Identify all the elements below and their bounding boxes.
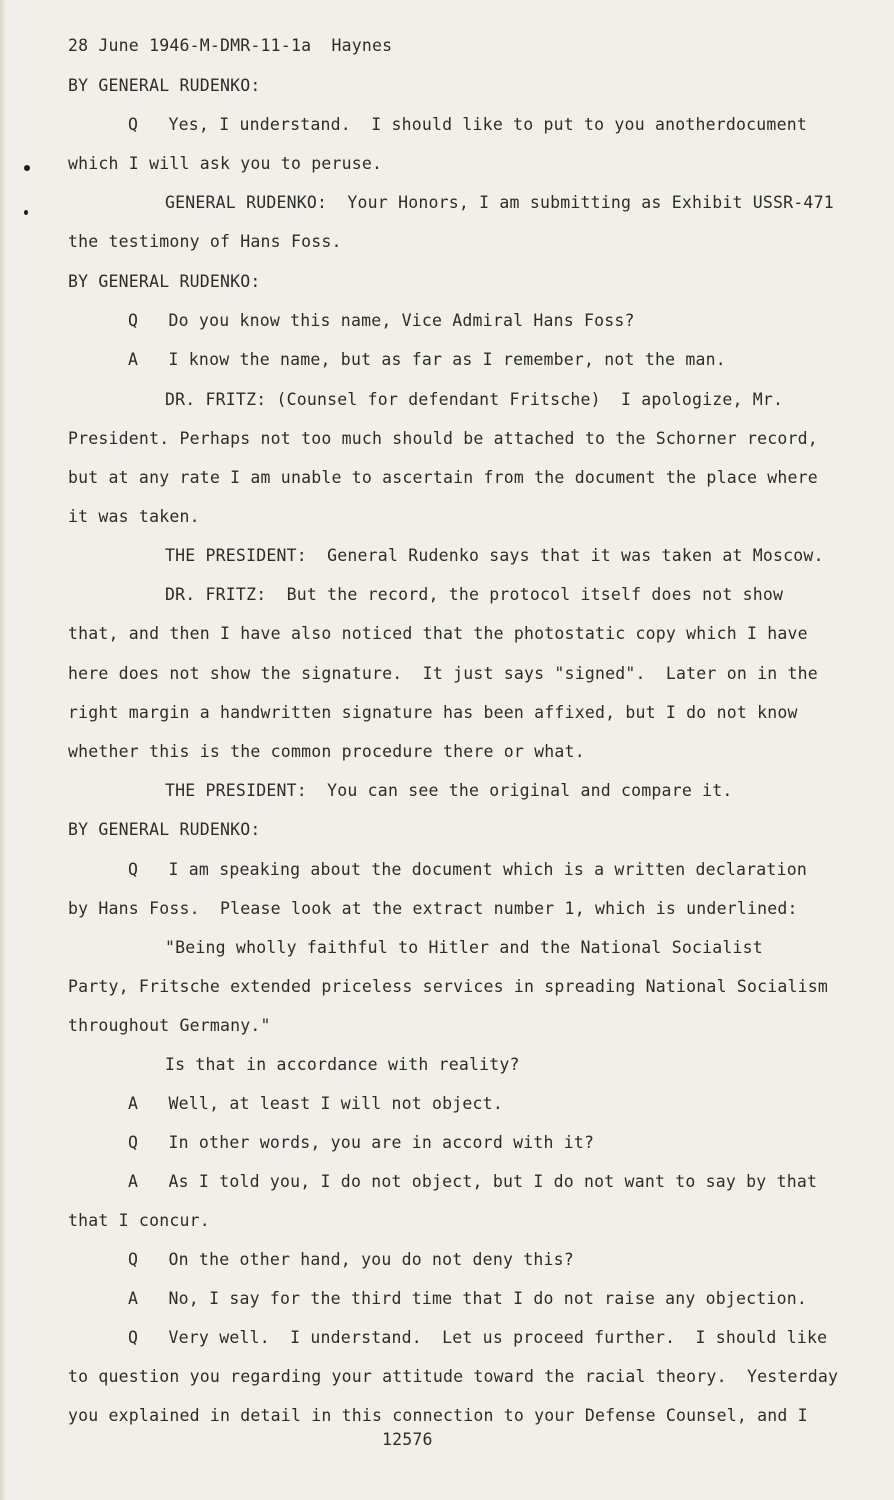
margin-mark: [24, 210, 28, 215]
page-header: 28 June 1946-M-DMR-11-1a Haynes: [68, 36, 393, 55]
transcript-line: Is that in accordance with reality?: [165, 1055, 520, 1074]
speaker-heading: BY GENERAL RUDENKO:: [68, 820, 261, 839]
transcript-line: A As I told you, I do not object, but I do not want to say by that: [128, 1172, 818, 1191]
transcript-line: that I concur.: [68, 1211, 210, 1230]
transcript-line: President. Perhaps not too much should be attached to the Schorner record,: [68, 429, 818, 448]
transcript-line: Q On the other hand, you do not deny this?: [128, 1250, 574, 1269]
quoted-line: "Being wholly faithful to Hitler and the National Socialist: [165, 938, 763, 957]
transcript-line: Q I am speaking about the document which is a written declaration: [128, 860, 807, 879]
transcript-line: here does not show the signature. It just says "signed". Later on in the: [68, 664, 818, 683]
transcript-line: A No, I say for the third time that I do not raise any objection.: [128, 1289, 807, 1308]
margin-mark: [24, 165, 30, 171]
transcript-line: whether this is the common procedure there or what.: [68, 742, 585, 761]
quoted-line: Party, Fritsche extended priceless services in spreading National Socialism: [68, 977, 829, 996]
page-edge-shadow: [0, 0, 6, 1500]
transcript-line: THE PRESIDENT: You can see the original and compare it.: [165, 781, 733, 800]
transcript-line: A Well, at least I will not object.: [128, 1094, 503, 1113]
transcript-line: A I know the name, but as far as I remember, not the man.: [128, 350, 726, 369]
transcript-line: by Hans Foss. Please look at the extract number 1, which is underlined:: [68, 899, 798, 918]
transcript-line: Q In other words, you are in accord with it?: [128, 1133, 595, 1152]
transcript-line: you explained in detail in this connection to your Defense Counsel, and I: [68, 1406, 808, 1425]
transcript-line: GENERAL RUDENKO: Your Honors, I am submitting as Exhibit USSR-471: [165, 193, 834, 212]
transcript-line: Q Very well. I understand. Let us proceed further. I should like: [128, 1328, 828, 1347]
transcript-line: to question you regarding your attitude toward the racial theory. Yesterday: [68, 1367, 839, 1386]
speaker-heading: BY GENERAL RUDENKO:: [68, 76, 261, 95]
transcript-line: Q Do you know this name, Vice Admiral Hans Foss?: [128, 311, 635, 330]
transcript-line: DR. FRITZ: (Counsel for defendant Fritsche) I apologize, Mr.: [165, 390, 784, 409]
transcript-line: that, and then I have also noticed that the photostatic copy which I have: [68, 624, 808, 643]
page-number: 12576: [382, 1430, 433, 1449]
transcript-line: THE PRESIDENT: General Rudenko says that it was taken at Moscow.: [165, 546, 824, 565]
transcript-line: DR. FRITZ: But the record, the protocol itself does not show: [165, 585, 784, 604]
transcript-line: it was taken.: [68, 507, 200, 526]
transcript-line: which I will ask you to peruse.: [68, 154, 383, 173]
transcript-line: the testimony of Hans Foss.: [68, 232, 342, 251]
transcript-line: but at any rate I am unable to ascertain from the document the place where: [68, 468, 818, 487]
quoted-line: throughout Germany.": [68, 1016, 271, 1035]
transcript-line: right margin a handwritten signature has been affixed, but I do not know: [68, 703, 798, 722]
transcript-line: Q Yes, I understand. I should like to put to you anotherdocument: [128, 115, 807, 134]
speaker-heading: BY GENERAL RUDENKO:: [68, 272, 261, 291]
